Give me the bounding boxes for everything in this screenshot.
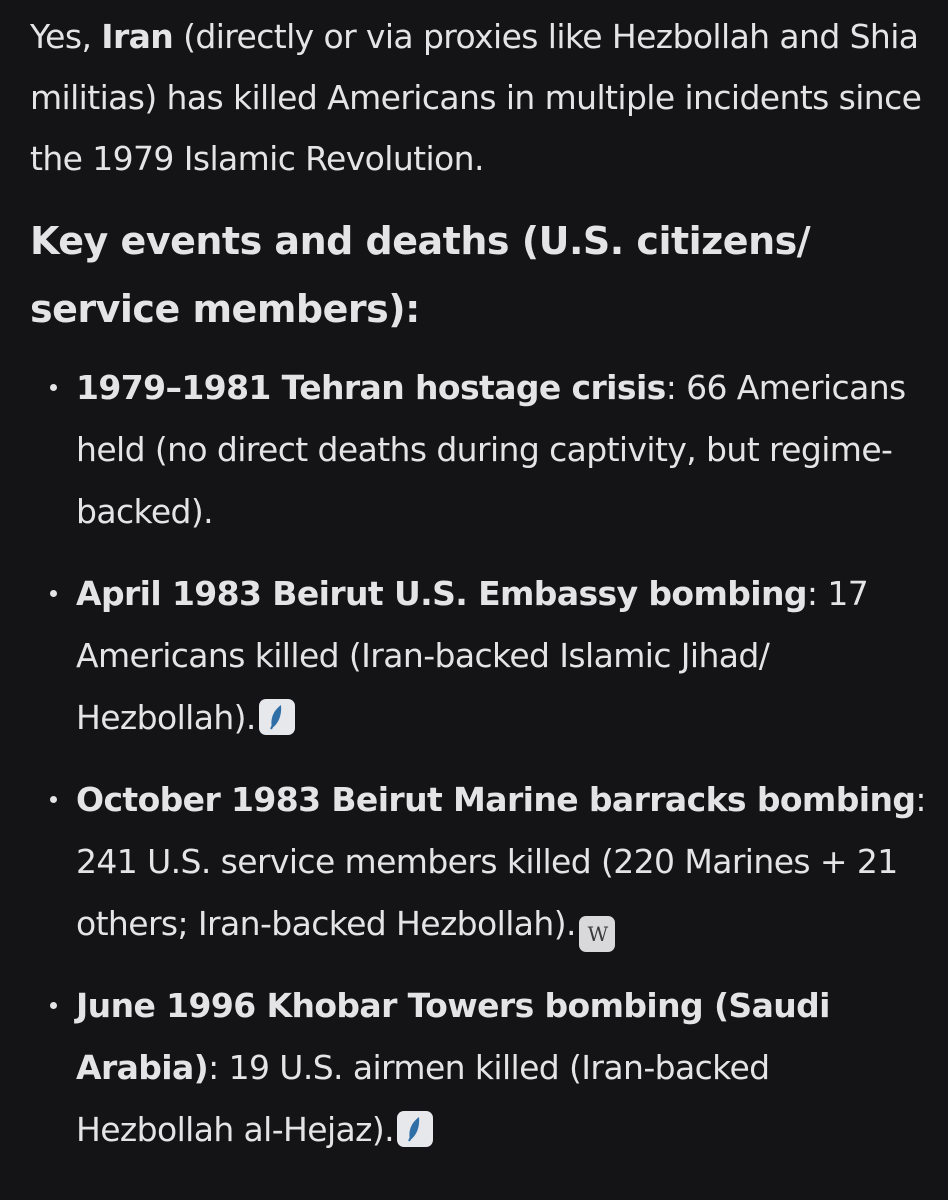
event-detail: : 66 Americans held (no direct deaths during captivity, but regime-backed).	[76, 368, 906, 531]
leaf-source-icon[interactable]	[259, 699, 295, 735]
event-detail: : 241 U.S. service members killed (220 Marines + 21 others; Iran-backed Hezbollah).	[76, 780, 926, 943]
bullet-icon	[50, 796, 57, 803]
wikipedia-icon[interactable]: W	[579, 916, 615, 952]
list-item	[30, 563, 930, 749]
leaf-source-icon[interactable]	[397, 1111, 433, 1147]
bullet-icon	[50, 1002, 57, 1009]
list-item	[30, 357, 930, 543]
intro-bold: Iran	[101, 17, 174, 56]
section-heading: Key events and deaths (U.S. citizens/ service members):	[30, 219, 811, 331]
event-title: 1979–1981 Tehran hostage crisis	[76, 368, 666, 407]
event-title: June 1996 Khobar Towers bombing (Saudi Arabia)	[76, 986, 830, 1087]
bullet-icon	[50, 384, 57, 391]
intro-paragraph	[30, 6, 930, 189]
event-title: April 1983 Beirut U.S. Embassy bombing	[76, 574, 807, 613]
event-title: October 1983 Beirut Marine barracks bombing	[76, 780, 916, 819]
intro-prefix: Yes,	[30, 17, 102, 56]
bullet-icon	[50, 590, 57, 597]
list-item	[30, 769, 930, 955]
event-detail: : 17 Americans killed (Iran-backed Islamic Jihad/ Hezbollah).	[76, 574, 869, 737]
events-list	[30, 357, 930, 1161]
list-item	[30, 975, 930, 1161]
intro-rest: (directly or via proxies like Hezbollah and Shia militias) has killed Americans in multiple incidents since the 1979 Islamic Revolution.	[30, 17, 922, 178]
response-content	[30, 6, 930, 1161]
event-detail: : 19 U.S. airmen killed (Iran-backed Hezbollah al-Hejaz).	[76, 1048, 770, 1149]
